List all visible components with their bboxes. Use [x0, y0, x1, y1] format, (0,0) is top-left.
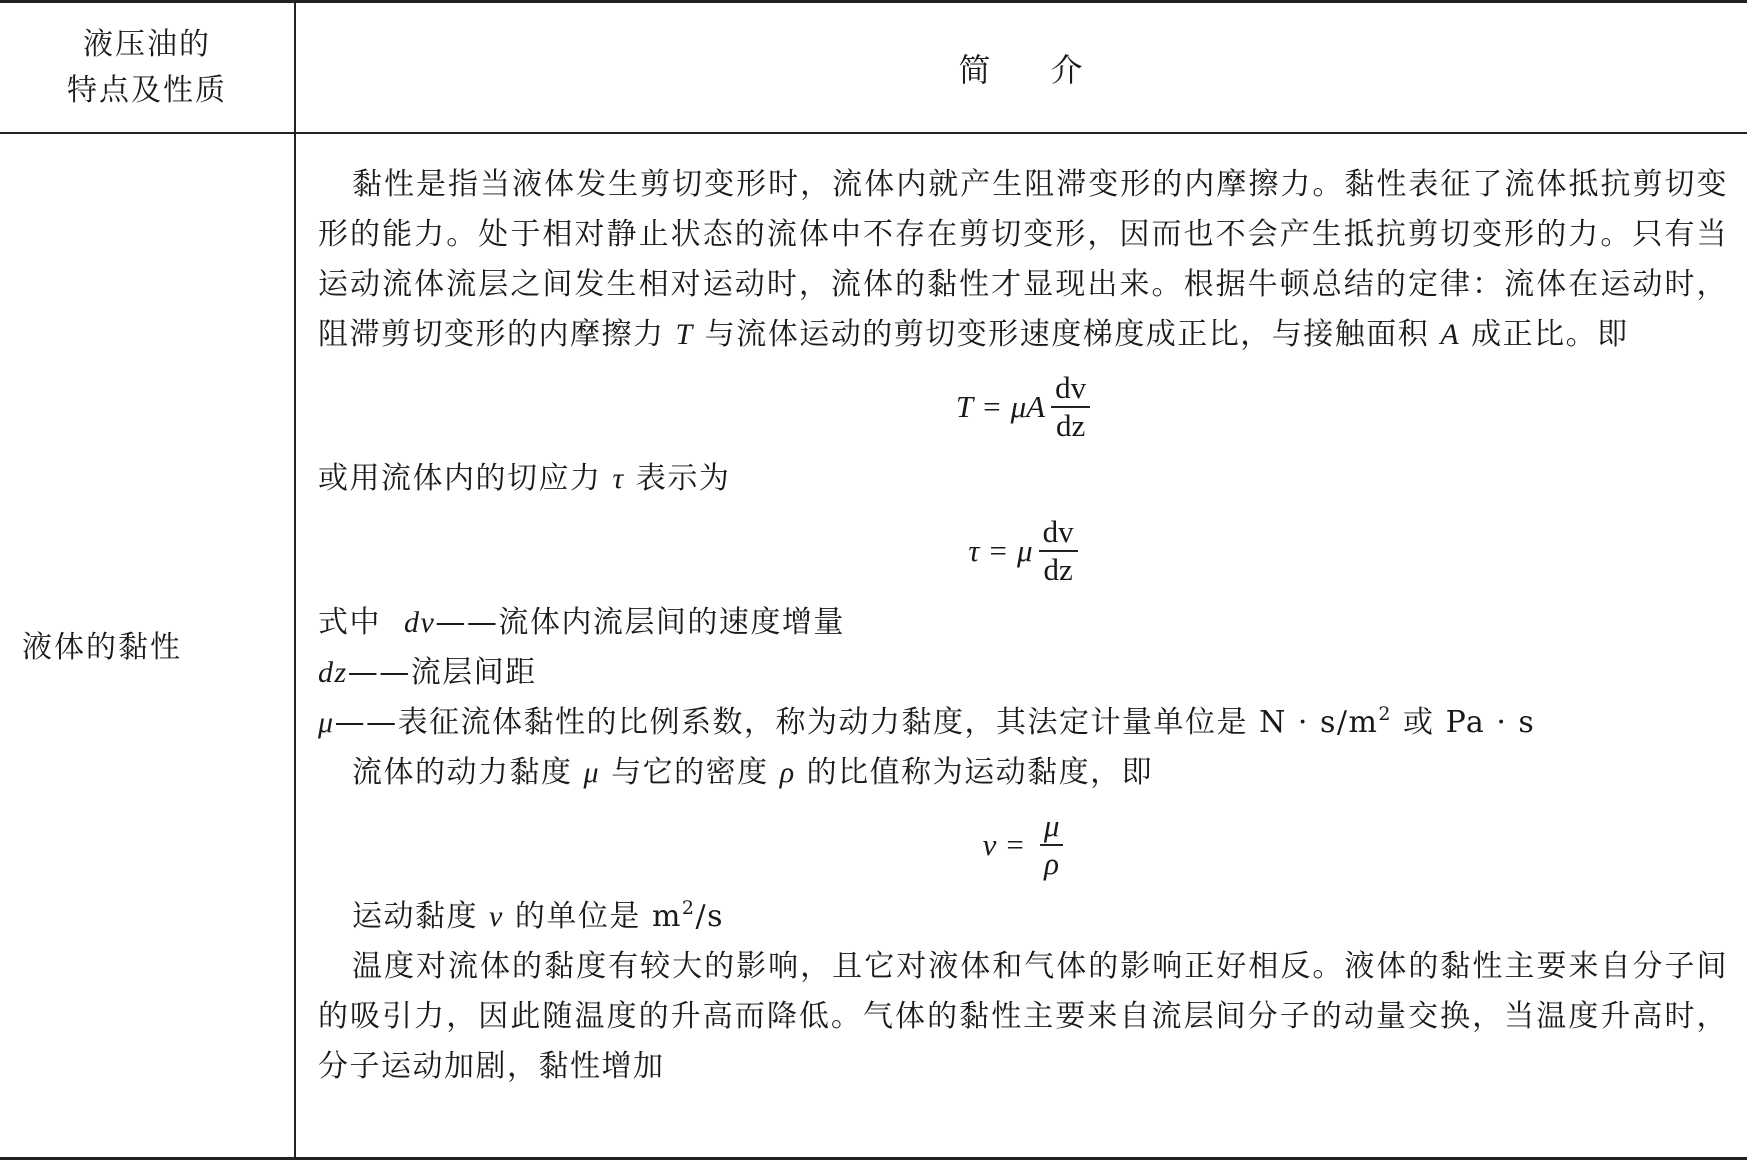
- paragraph-kinematic-unit: 运动黏度 ν 的单位是 $m^2/s$: [352, 897, 725, 934]
- formula3-numerator: μ: [1043, 808, 1060, 844]
- legend-lead: 式中: [318, 605, 381, 640]
- formula-shear-stress: [318, 506, 1728, 596]
- formula3-fraction: [1040, 808, 1064, 882]
- symbol-tau: τ: [612, 462, 625, 495]
- formula1-coef: μA: [1010, 389, 1046, 424]
- formula2-denominator: dz: [1043, 551, 1073, 587]
- header-intro-column: [296, 3, 1747, 132]
- header-property-column: [0, 3, 294, 132]
- formula3-lhs: ν: [982, 827, 997, 862]
- formula-kinematic-viscosity: [318, 800, 1728, 890]
- symbol-legend: [318, 598, 1728, 748]
- formula1-equals: =: [983, 389, 1001, 424]
- formula2-numerator: dv: [1042, 514, 1074, 550]
- formula-newton-friction: [318, 362, 1728, 452]
- header-divider-rule: [0, 132, 1747, 134]
- header-col1-line2: 特点及性质: [67, 72, 227, 108]
- column-divider: [294, 0, 296, 1160]
- table-bottom-rule: [0, 1157, 1747, 1160]
- formula3-denominator: ρ: [1044, 845, 1060, 881]
- row-label-viscosity: 液体的黏性: [22, 630, 182, 665]
- header-col1-line1: 液压油的: [83, 26, 211, 62]
- header-col2-char2: 介: [1050, 50, 1085, 89]
- legend-item-dz: dz——流层间距: [318, 655, 537, 690]
- paragraph-temperature-effect: 温度对流体的黏度有较大的影响，且它对液体和气体的影响正好相反。液体的黏性主要来自分子间的吸引力，因此随温度的升高而降低。气体的黏性主要来自流层间分子的动量交换，当温度升高时，分子运动加剧，黏性增加: [318, 949, 1728, 1084]
- symbol-nu: ν: [489, 900, 504, 933]
- symbol-rho: ρ: [779, 756, 796, 789]
- header-col2-char1: 简: [958, 50, 993, 89]
- formula2-fraction: [1039, 514, 1078, 588]
- formula1-numerator: dv: [1055, 370, 1087, 406]
- legend-item-mu: μ——表征流体黏性的比例系数，称为动力黏度，其法定计量单位是 $N \cdot s/m^2$ 或 Pa · s: [318, 703, 1536, 740]
- paragraph-kinematic-definition: 流体的动力黏度 μ 与它的密度 ρ 的比值称为运动黏度，即: [352, 755, 1154, 790]
- symbol-A: A: [1440, 318, 1461, 351]
- formula2-lhs: τ: [968, 533, 980, 568]
- paragraph-shear-stress: 或用流体内的切应力 τ 表示为: [318, 461, 731, 496]
- formula3-equals: =: [1006, 827, 1024, 862]
- paragraph-definition: 黏性是指当液体发生剪切变形时，流体内就产生阻滞变形的内摩擦力。黏性表征了流体抵抗剪切变形的能力。处于相对静止状态的流体中不存在剪切变形，因而也不会产生抵抗剪切变形的力。只有当运动流体流层之间发生相对运动时，流体的黏性才显现出来。根据牛顿总结的定律：流体在运动时，阻滞剪切变形的内摩擦力 T 与流体运动的剪切变形速度梯度成正比，与接触面积 A 成正比。即: [318, 167, 1728, 352]
- formula1-fraction: [1051, 370, 1090, 444]
- formula2-equals: =: [989, 533, 1008, 568]
- symbol-mu: μ: [583, 756, 601, 789]
- formula1-lhs: T: [955, 389, 974, 424]
- formula1-denominator: dz: [1055, 407, 1086, 443]
- symbol-T: T: [675, 318, 694, 351]
- viscosity-description: [318, 160, 1728, 1092]
- formula2-coef: μ: [1017, 533, 1033, 568]
- legend-item-dv: 式中 dv——流体内流层间的速度增量: [318, 598, 1728, 648]
